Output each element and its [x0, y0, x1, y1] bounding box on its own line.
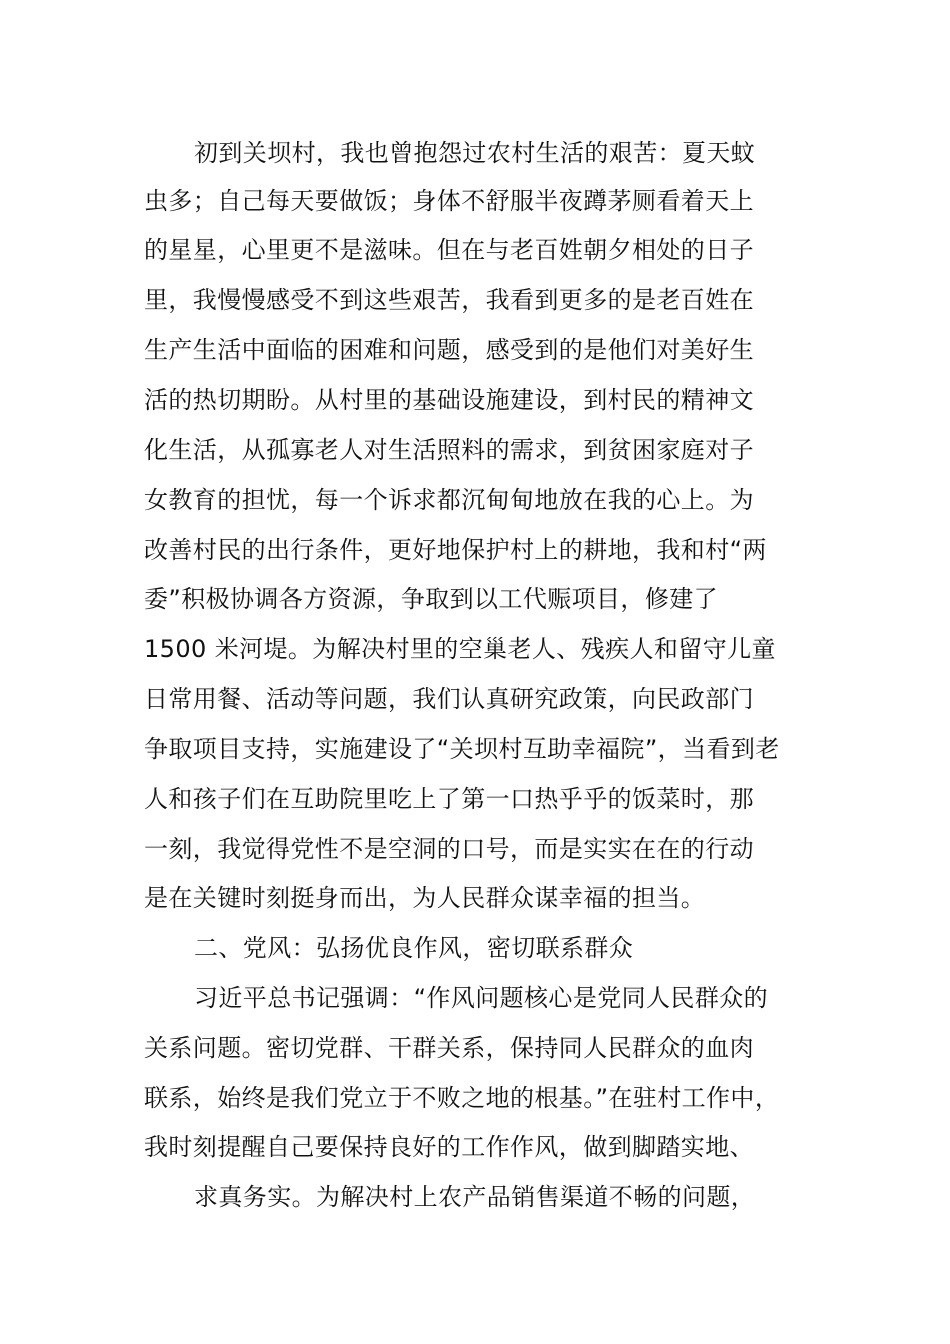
paragraph-line: 我时刻提醒自己要保持良好的工作作风，做到脚踏实地、 [144, 1133, 754, 1161]
paragraph-line: 习近平总书记强调：“作风问题核心是党同人民群众的 [194, 984, 769, 1012]
paragraph-line: 人和孩子们在互助院里吃上了第一口热乎乎的饭菜时，那 [144, 785, 754, 813]
paragraph-line: 1500 米河堤。为解决村里的空巢老人、残疾人和留守儿童 [144, 635, 776, 663]
paragraph-line: 求真务实。为解决村上农产品销售渠道不畅的问题， [194, 1183, 756, 1211]
paragraph-line: 初到关坝村，我也曾抱怨过农村生活的艰苦：夏天蚊 [194, 139, 756, 167]
paragraph-line: 日常用餐、活动等问题，我们认真研究政策，向民政部门 [144, 685, 754, 713]
paragraph-line: 一刻，我觉得党性不是空洞的口号，而是实实在在的行动 [144, 835, 754, 863]
paragraph-line: 改善村民的出行条件，更好地保护村上的耕地，我和村“两 [144, 536, 767, 564]
paragraph-line: 关系问题。密切党群、干群关系，保持同人民群众的血肉 [144, 1034, 754, 1062]
paragraph-line: 里，我慢慢感受不到这些艰苦，我看到更多的是老百姓在 [144, 286, 754, 314]
section-heading: 二、党风：弘扬优良作风，密切联系群众 [194, 934, 634, 962]
paragraph-line: 虫多；自己每天要做饭；身体不舒服半夜蹲茅厕看着天上 [144, 187, 754, 215]
paragraph-line: 活的热切期盼。从村里的基础设施建设，到村民的精神文 [144, 386, 754, 414]
paragraph-line: 女教育的担忧，每一个诉求都沉甸甸地放在我的心上。为 [144, 486, 754, 514]
paragraph-line: 委”积极协调各方资源，争取到以工代赈项目，修建了 [144, 585, 719, 613]
paragraph-line: 是在关键时刻挺身而出，为人民群众谋幸福的担当。 [144, 884, 706, 912]
paragraph-line: 争取项目支持，实施建设了“关坝村互助幸福院”，当看到老 [144, 735, 780, 763]
paragraph-line: 的星星，心里更不是滋味。但在与老百姓朝夕相处的日子 [144, 236, 754, 264]
paragraph-line: 化生活，从孤寡老人对生活照料的需求，到贫困家庭对子 [144, 436, 754, 464]
paragraph-line: 生产生活中面临的困难和问题，感受到的是他们对美好生 [144, 336, 754, 364]
paragraph-line: 联系，始终是我们党立于不败之地的根基。”在驻村工作中， [144, 1084, 780, 1112]
